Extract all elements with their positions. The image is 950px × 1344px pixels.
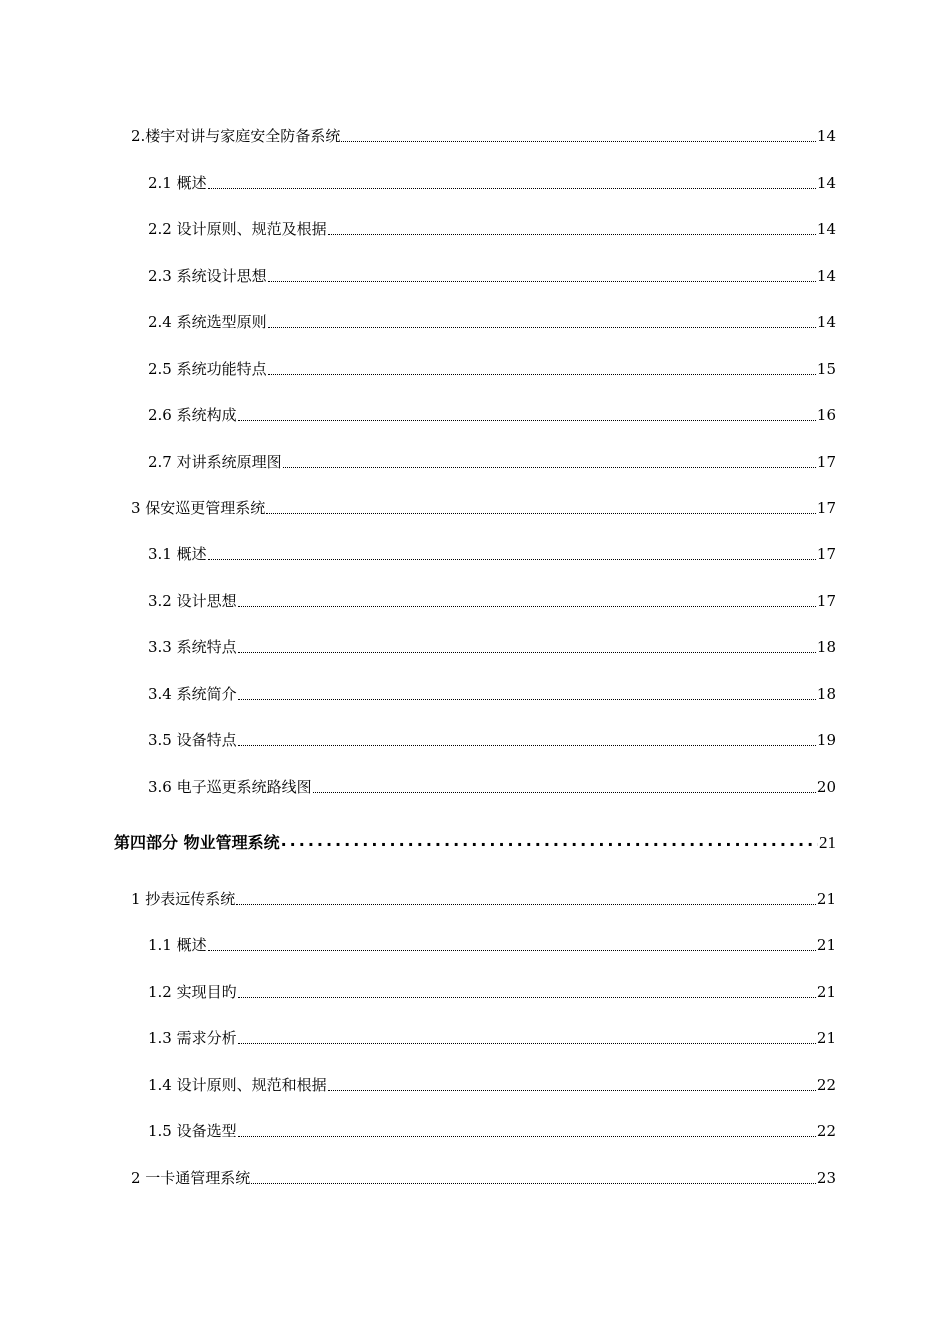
toc-entry-page: 20 (816, 778, 836, 796)
toc-entry[interactable] (148, 218, 836, 240)
toc-entry-page: 21 (816, 983, 836, 1001)
toc-entry[interactable] (131, 1167, 836, 1189)
toc-dot-leader (238, 689, 816, 700)
toc-entry[interactable] (131, 497, 836, 519)
toc-entry-page: 14 (816, 174, 836, 192)
toc-entry-page: 21 (816, 890, 836, 908)
toc-dot-leader (341, 131, 816, 142)
toc-entry-page: 21 (816, 1029, 836, 1047)
toc-entry-title: 3.2 设计思想 (148, 592, 237, 610)
toc-entry-title: 2.1 概述 (148, 174, 207, 192)
toc-entry[interactable] (148, 265, 836, 287)
toc-entry-title: 1.5 设备选型 (148, 1122, 237, 1140)
toc-entry-title: 1 抄表远传系统 (131, 890, 236, 908)
toc-entry-title: 1.4 设计原则、规范和根据 (148, 1076, 327, 1094)
toc-dot-leader (266, 503, 816, 514)
toc-dot-leader (238, 642, 816, 653)
toc-dot-leader (208, 178, 816, 189)
toc-dot-leader (236, 894, 816, 905)
toc-entry-page: 14 (816, 267, 836, 285)
toc-entry-page: 16 (816, 406, 836, 424)
toc-entry[interactable] (148, 776, 836, 798)
toc-dot-leader (328, 224, 816, 235)
toc-dot-leader (208, 940, 816, 951)
toc-dot-leader (268, 317, 816, 328)
toc-entry-page: 21 (816, 936, 836, 954)
toc-entry-page: 22 (816, 1122, 836, 1140)
toc-entry[interactable] (148, 934, 836, 956)
toc-entry-title: 3 保安巡更管理系统 (131, 499, 266, 517)
toc-entry[interactable] (148, 543, 836, 565)
toc-entry[interactable] (148, 451, 836, 473)
toc-dot-leader (238, 596, 816, 607)
toc-entry[interactable] (148, 981, 836, 1003)
toc-dot-leader (208, 549, 816, 560)
toc-entry[interactable] (148, 1120, 836, 1142)
toc-dot-leader (251, 1173, 816, 1184)
toc-entry-title: 3.3 系统特点 (148, 638, 237, 656)
toc-dot-leader (268, 364, 816, 375)
toc-dot-leader (268, 271, 816, 282)
toc-entry[interactable] (131, 888, 836, 910)
toc-dot-leader (313, 782, 816, 793)
toc-entry-title: 第四部分 物业管理系统 (114, 833, 280, 852)
toc-entry-title: 2.3 系统设计思想 (148, 267, 267, 285)
toc-entry-title: 1.2 实现目旳 (148, 983, 237, 1001)
toc-entry-title: 3.6 电子巡更系统路线图 (148, 778, 312, 796)
toc-entry[interactable] (131, 125, 836, 147)
toc-entry-page: 18 (816, 685, 836, 703)
toc-entry-page: 23 (816, 1169, 836, 1187)
toc-entry-page: 17 (816, 592, 836, 610)
toc-entry[interactable] (148, 404, 836, 426)
toc-entry[interactable] (148, 311, 836, 333)
toc-entry-title: 3.5 设备特点 (148, 731, 237, 749)
toc-entry[interactable] (148, 1074, 836, 1096)
toc-dot-leader (238, 987, 816, 998)
toc-entry-page: 22 (816, 1076, 836, 1094)
toc-entry-title: 2.5 系统功能特点 (148, 360, 267, 378)
toc-entry-title: 3.1 概述 (148, 545, 207, 563)
toc-entry-title: 2 一卡通管理系统 (131, 1169, 251, 1187)
toc-entry[interactable] (148, 172, 836, 194)
toc-entry-page: 15 (816, 360, 836, 378)
toc-entry-page: 21 (819, 833, 836, 852)
toc-dot-leader (328, 1080, 816, 1091)
toc-entry-page: 18 (816, 638, 836, 656)
toc-dot-leader (238, 1033, 816, 1044)
toc-part-heading[interactable] (114, 830, 836, 856)
toc-entry[interactable] (148, 636, 836, 658)
toc-entry-title: 1.1 概述 (148, 936, 207, 954)
toc-entry-page: 14 (816, 220, 836, 238)
toc-entry-page: 14 (816, 313, 836, 331)
toc-entry-title: 2.4 系统选型原则 (148, 313, 267, 331)
toc-entry-title: 2.2 设计原则、规范及根据 (148, 220, 327, 238)
toc-entry-title: 2.7 对讲系统原理图 (148, 453, 282, 471)
toc-dot-leader (283, 457, 816, 468)
toc-dot-leader (281, 828, 818, 854)
toc-entry[interactable] (148, 590, 836, 612)
toc-entry-title: 2.楼宇对讲与家庭安全防备系统 (131, 127, 341, 145)
toc-entry-page: 17 (816, 453, 836, 471)
toc-entry-page: 19 (816, 731, 836, 749)
toc-entry-title: 1.3 需求分析 (148, 1029, 237, 1047)
toc-entry-title: 3.4 系统简介 (148, 685, 237, 703)
toc-entry[interactable] (148, 729, 836, 751)
toc-entry[interactable] (148, 683, 836, 705)
toc-entry-page: 14 (816, 127, 836, 145)
toc-dot-leader (238, 410, 816, 421)
toc-entry-page: 17 (816, 499, 836, 517)
toc-entry-page: 17 (816, 545, 836, 563)
toc-entry[interactable] (148, 358, 836, 380)
toc-dot-leader (238, 1126, 816, 1137)
toc-entry-title: 2.6 系统构成 (148, 406, 237, 424)
toc-dot-leader (238, 735, 816, 746)
toc-entry[interactable] (148, 1027, 836, 1049)
